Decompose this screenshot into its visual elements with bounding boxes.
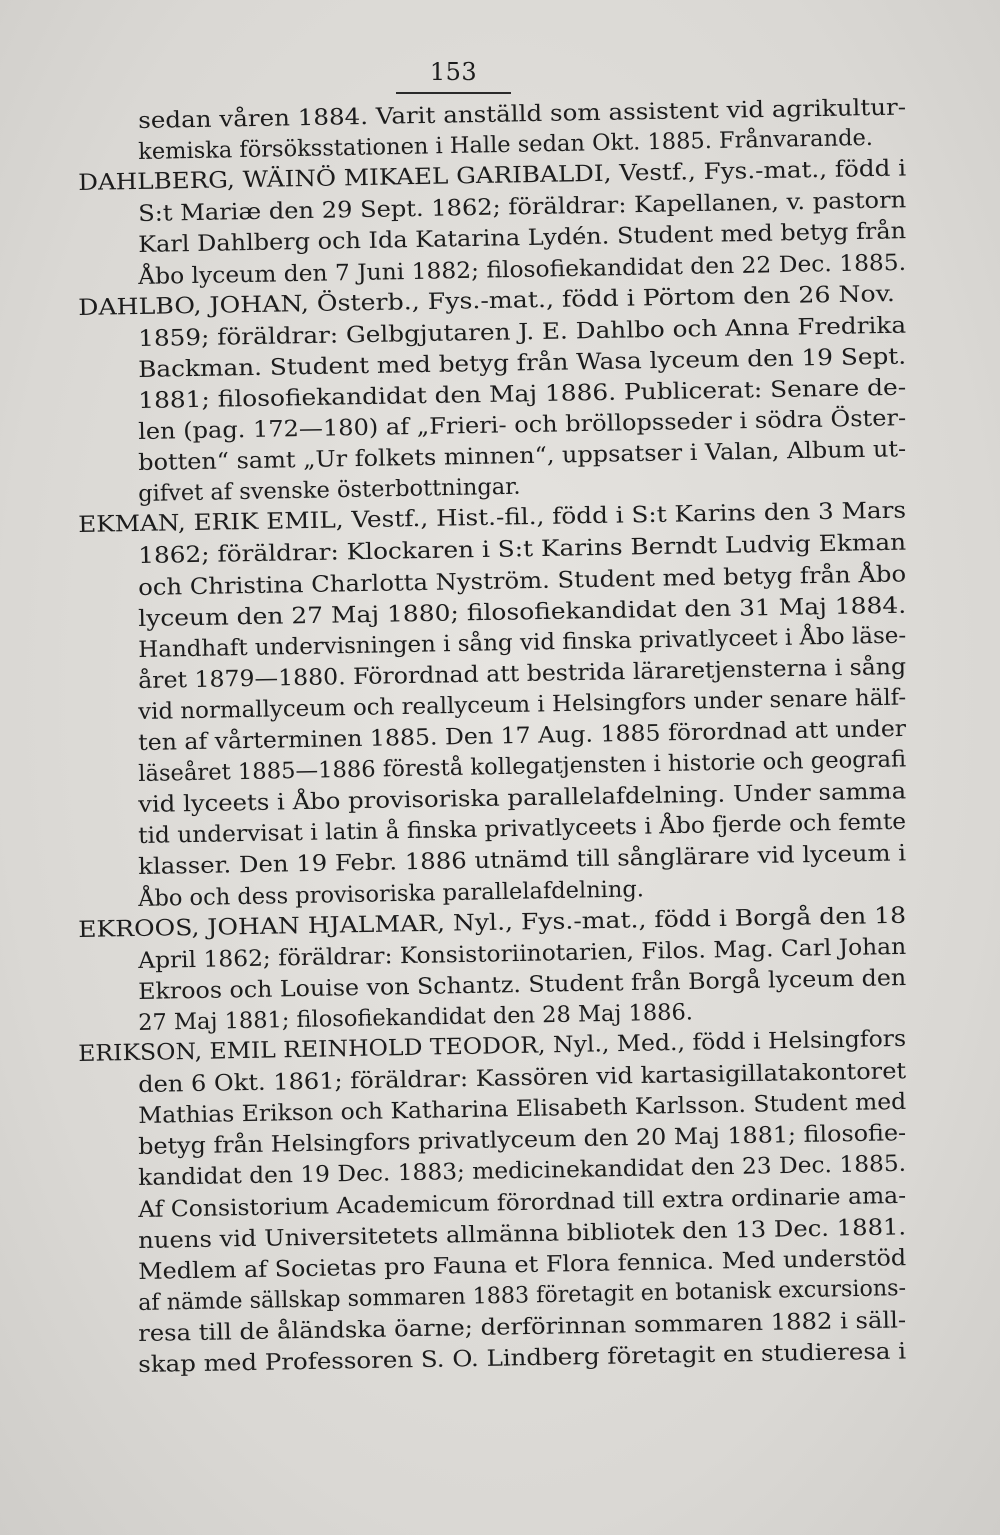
text-line: len (pag. 172—180) af „Frieri- och bröllopsseder i södra Öster- [137,405,907,445]
text-line: Handhaft undervisningen i sång vid finska privatlyceet i Åbo läse- [137,622,907,663]
text-line: sedan våren 1884. Varit anställd som assistent vid agrikultur- [137,94,907,134]
text-line: ERIKSON, EMIL REINHOLD TEODOR, Nyl., Med., född i Helsingfors [77,1025,907,1067]
text-line: läseåret 1885—1886 förestå kollegatjensten i historie och geografi [137,746,907,788]
text-line: den 6 Okt. 1861; föräldrar: Kassören vid kartasigillatakontoret [137,1058,907,1099]
text-line: skap med Professoren S. O. Lindberg företagit en studieresa i [137,1338,907,1378]
text-line: Backman. Student med betyg från Wasa lyceum den 19 Sept. [137,343,907,383]
text-line: Åbo och dess provisoriska parallelafdelning. [137,875,645,912]
text-line: resa till de åländska öarne; derförinnan sommaren 1882 i säll- [137,1307,907,1347]
text-line: Mathias Erikson och Katharina Elisabeth Karlsson. Student med [137,1089,907,1130]
text-line: vid lyceets i Åbo provisoriska parallelafdelning. Under samma [137,778,907,819]
text-line: S:t Mariæ den 29 Sept. 1862; föräldrar: Kapellanen, v. pastorn [137,187,907,228]
text-line: 1859; föräldrar: Gelbgjutaren J. E. Dahlbo och Anna Fredrika [137,312,907,352]
text-line: af nämde sällskap sommaren 1883 företagit en botanisk excursions- [137,1274,907,1316]
text-line: gifvet af svenske österbottningar. [137,473,521,508]
text-line: 27 Maj 1881; filosofiekandidat den 28 Maj 1886. [137,999,694,1036]
text-line: Af Consistorium Academicum förordnad till extra ordinarie ama- [137,1182,907,1223]
text-line: kandidat den 19 Dec. 1883; medicinekandidat den 23 Dec. 1885. [137,1151,907,1192]
text-line: och Christina Charlotta Nyström. Student med betyg från Åbo [137,560,907,601]
text-line: Ekroos och Louise von Schantz. Student från Borgå lyceum den [137,964,907,1005]
page-number: 153 [429,58,478,86]
text-line: Karl Dahlberg och Ida Katarina Lydén. Student med betyg från [137,218,907,259]
text-line: DAHLBO, JOHAN, Österb., Fys.-mat., född i Pörtom den 26 Nov. [77,280,896,321]
text-line: nuens vid Universitetets allmänna bibliotek den 13 Dec. 1881. [137,1213,907,1254]
text-line: ten af vårterminen 1885. Den 17 Aug. 1885 förordnad att under [137,715,907,756]
text-line: DAHLBERG, WÄINÖ MIKAEL GARIBALDI, Vestf., Fys.-mat., född i [77,155,907,197]
text-line: botten“ samt „Ur folkets minnen“, uppsatser i Valan, Album ut- [137,436,907,477]
text-line: 1881; filosofiekandidat den Maj 1886. Publicerat: Senare de- [137,374,907,414]
text-line: April 1862; föräldrar: Konsistoriinotarien, Filos. Mag. Carl Johan [137,933,907,974]
text-line: Medlem af Societas pro Fauna et Flora fennica. Med understöd [137,1244,907,1285]
text-line: lyceum den 27 Maj 1880; filosofiekandidat den 31 Maj 1884. [137,592,907,632]
text-line: vid normallyceum och reallyceum i Helsingfors under senare hälf- [137,684,907,725]
text-line: EKROOS, JOHAN HJALMAR, Nyl., Fys.-mat., född i Borgå den 18 [77,902,907,943]
text-line: betyg från Helsingfors privatlyceum den 20 Maj 1881; filosofie- [137,1120,907,1161]
text-line: året 1879—1880. Förordnad att bestrida läraretjensterna i sång [137,653,907,694]
page-number-rule [396,92,511,94]
text-line: tid undervisat i latin å finska privatlyceets i Åbo fjerde och femte [137,809,907,850]
text-line: klasser. Den 19 Febr. 1886 utnämd till sånglärare vid lyceum i [137,840,907,881]
text-line: kemiska försöksstationen i Halle sedan Okt. 1885. Frånvarande. [137,124,874,166]
text-line: 1862; föräldrar: Klockaren i S:t Karins Berndt Ludvig Ekman [137,530,907,570]
text-line: Åbo lyceum den 7 Juni 1882; filosofiekandidat den 22 Dec. 1885. [137,249,907,290]
text-line: EKMAN, ERIK EMIL, Vestf., Hist.-fil., född i S:t Karins den 3 Mars [77,497,907,539]
